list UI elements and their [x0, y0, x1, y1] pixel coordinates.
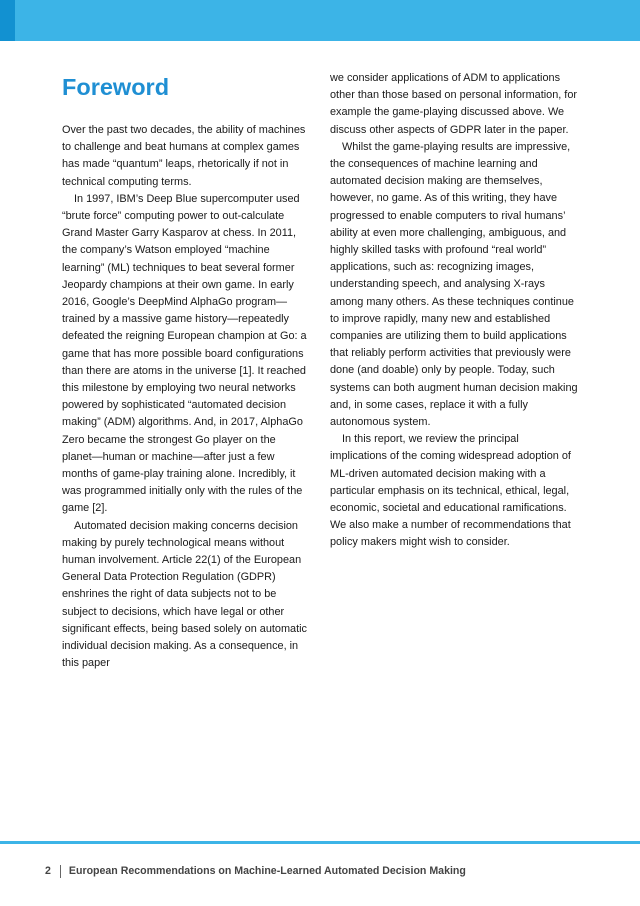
paragraph: Automated decision making concerns decision making by purely technological means without human involvement. Article 22(1) of the European General Data Protection Regulation (GDPR) enshrines the right of data subjects not to be subject to decisions, which have legal or other significant effects, being based solely on automatic individual decision making. As a consequence, in this paper	[62, 519, 307, 670]
page-number: 2	[45, 865, 51, 877]
paragraph: In this report, we review the principal implications of the coming widespread adoption of ML-driven automated decision making with a particular emphasis on its technical, ethical, legal, economic, societal and educational ramifications. We also make a number of recommendations that policy makers might wish to consider.	[330, 433, 571, 549]
page-footer	[45, 863, 466, 879]
paragraph: Over the past two decades, the ability of machines to challenge and beat humans at complex games has made “quantum” leaps, rhetorically if not in technical computing terms.	[62, 124, 306, 188]
paragraph: Whilst the game-playing results are impressive, the consequences of machine learning and automated decision making are themselves, however, no game. As of this writing, they have progressed to enable computers to rival humans’ ability at even more challenging, ambiguous, and highly skilled tasks with profound “real world” applications, such as: recognizing images, understanding speech, and analysing X-rays among many others. As these techniques continue to improve rapidly, many new and established companies are utilizing them to build applications that reliably perform activities that previously were done (and doable) only by people. Today, such systems can both augment human decision making and, in some cases, replace it with a fully autonomous system.	[330, 140, 578, 429]
right-column	[330, 70, 578, 552]
footer-rule	[0, 841, 640, 844]
paragraph: we consider applications of ADM to applications other than those based on personal information, for example the game-playing discussed above. We discuss other aspects of GDPR later in the paper.	[330, 72, 578, 136]
header-band	[0, 0, 640, 41]
page-title: Foreword	[62, 74, 170, 100]
paragraph: In 1997, IBM’s Deep Blue supercomputer used “brute force” computing power to out-calculate Grand Master Garry Kasparov at chess. In 2011, the company’s Watson employed “machine learning” (ML) techniques to beat several former Jeopardy champions at their own game. In early 2016, Google’s DeepMind AlphaGo program—trained by a massive game history—repeatedly defeated the reigning European champion at Go: a game that has more possible board configurations than there are atoms in the universe [1]. It reached this milestone by employing two neural networks powered by sophisticated “automated decision making” (ADM) algorithms. And, in 2017, AlphaGo Zero became the strongest Go player on the planet—human or machine—after just a few months of game-play training alone. Incredibly, it was programmed initially only with the rules of the game [2].	[62, 192, 307, 515]
running-title: European Recommendations on Machine-Learned Automated Decision Making	[68, 865, 466, 877]
left-column	[62, 70, 308, 673]
header-band-accent	[0, 0, 15, 41]
footer-divider	[60, 865, 61, 878]
